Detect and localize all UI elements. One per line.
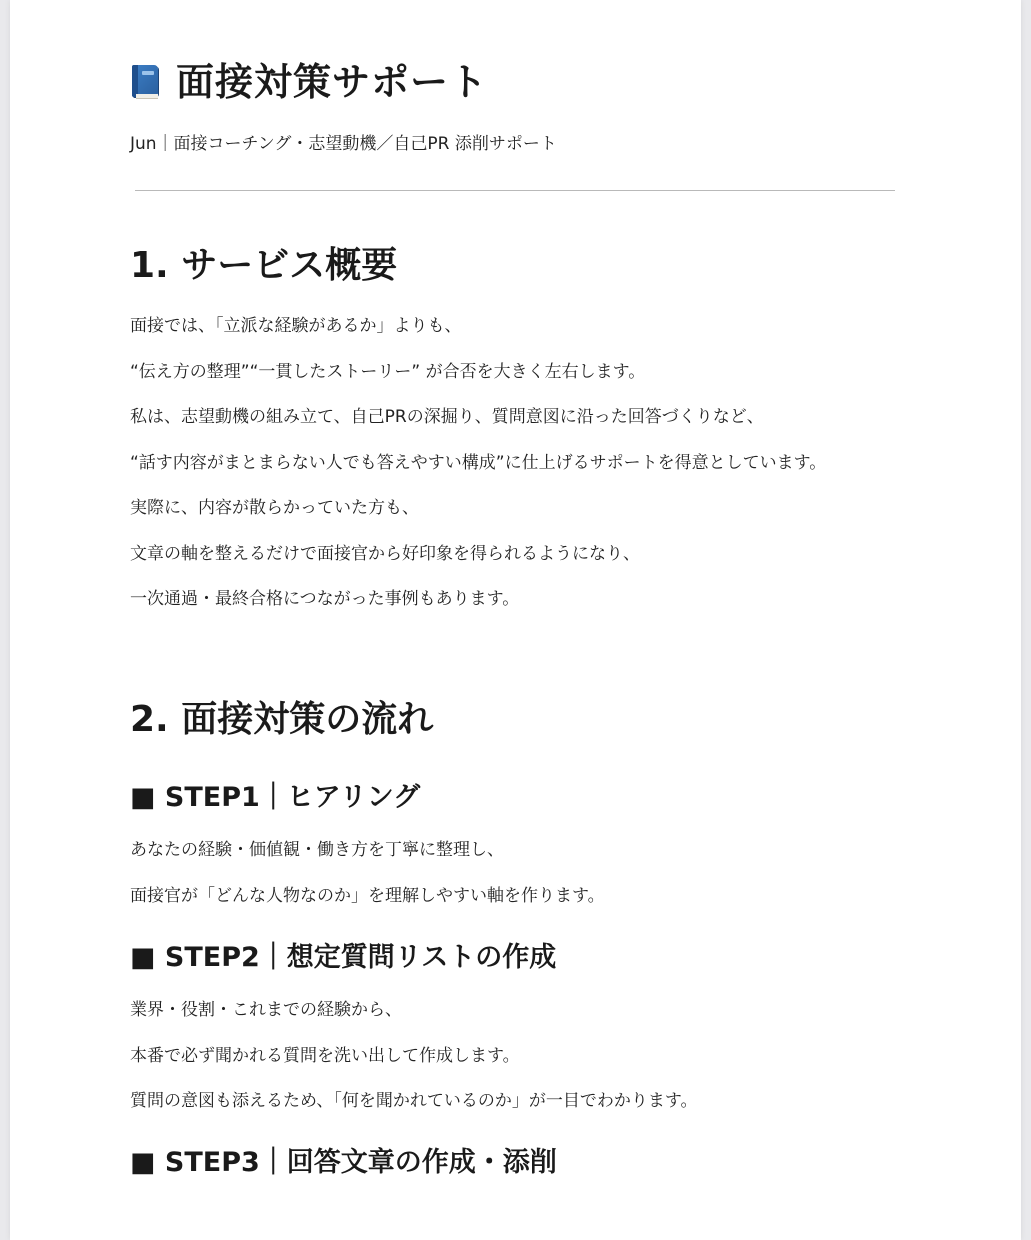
step2-line: 本番で必ず聞かれる質問を洗い出して作成します。	[130, 1045, 520, 1066]
title-row	[130, 54, 488, 110]
overview-line: 一次通過・最終合格につながった事例もあります。	[130, 589, 520, 609]
step2-line: 質問の意図も添えるため、「何を聞かれているのか」が一目でわかります。	[130, 1091, 698, 1111]
overview-line: 文章の軸を整えるだけで面接官から好印象を得られるようになり、	[130, 543, 640, 564]
step-heading-2: ■ STEP2｜想定質問リストの作成	[130, 942, 557, 973]
step1-line: あなたの経験・価値観・働き方を丁寧に整理し、	[130, 840, 504, 860]
book-icon	[130, 63, 162, 101]
section-heading-flow: 2. 面接対策の流れ	[130, 699, 434, 740]
page-title: 面接対策サポート	[176, 60, 489, 104]
overview-line: 実際に、内容が散らかっていた方も、	[130, 498, 419, 518]
step1-line: 面接官が「どんな人物なのか」を理解しやすい軸を作ります。	[130, 885, 605, 906]
step-heading-3: ■ STEP3｜回答文章の作成・添削	[130, 1147, 557, 1178]
overview-line: “話す内容がまとまらない人でも答えやすい構成”に仕上げるサポートを得意としています。	[130, 452, 827, 473]
step2-paragraph	[130, 988, 900, 1125]
page-subtitle: Jun｜面接コーチング・志望動機／自己PR 添削サポート	[130, 134, 557, 154]
horizontal-divider	[135, 190, 895, 191]
document-page	[10, 0, 1021, 1240]
section-heading-overview: 1. サービス概要	[130, 245, 398, 286]
step2-line: 業界・役割・これまでの経験から、	[130, 1000, 402, 1020]
overview-line: 面接では、「立派な経験があるか」よりも、	[130, 316, 462, 336]
overview-paragraph	[130, 304, 900, 623]
step-heading-1: ■ STEP1｜ヒアリング	[130, 782, 421, 813]
overview-line: “伝え方の整理”“一貫したストーリー” が合否を大きく左右します。	[130, 361, 646, 382]
step1-paragraph	[130, 828, 900, 919]
overview-line: 私は、志望動機の組み立て、自己PRの深掘り、質問意図に沿った回答づくりなど、	[130, 407, 764, 427]
